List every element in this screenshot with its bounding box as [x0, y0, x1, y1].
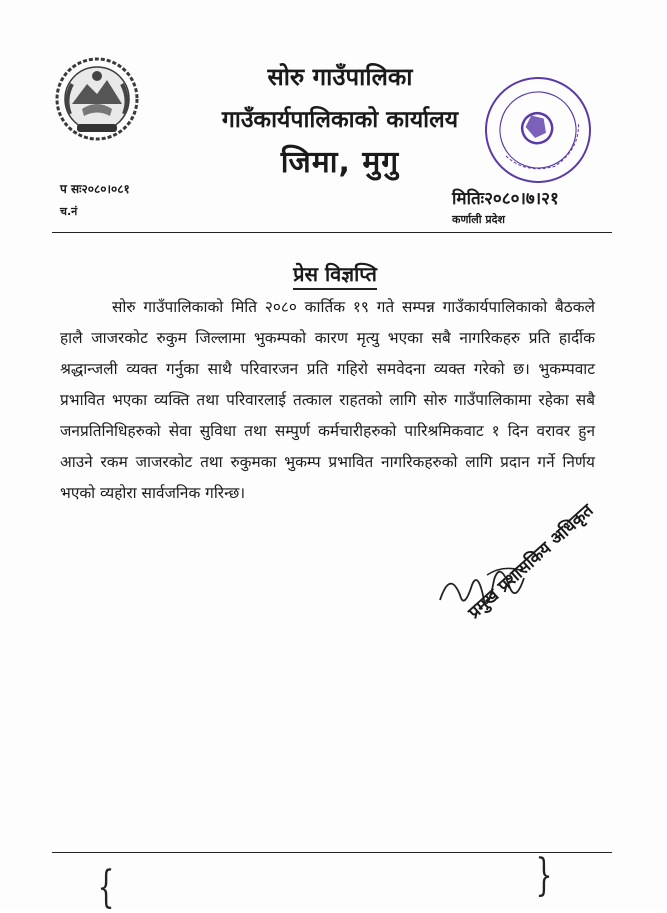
office-location: जिमा, मुगु	[280, 145, 400, 180]
nepal-emblem-icon	[52, 54, 142, 144]
office-seal-icon	[478, 70, 598, 190]
office-name: गाउँकार्यपालिकाको कार्यालय	[221, 107, 459, 133]
footer-divider	[52, 852, 612, 853]
letter-date: मितिः२०८०।७।२१	[452, 189, 559, 209]
reference-number: प सः२०८०।०८१	[60, 182, 130, 196]
notice-body: सोरु गाउँपालिकाको मिति २०८० कार्तिक १९ गते सम्पन्न गाउँकार्यपालिकाको बैठकले हालै जाजरकोट रुकुम जिल्लामा भुकम्पको कारण मृत्यु भएका सबै नागरिकहरु प्रति हार्दीक श्रद्धान्जली व्यक्त गर्नुका साथै परिवारजन प्रति गहिरो समवेदना व्यक्त गरेको छ। भुकम्पवाट प्रभावित भएका व्यक्ति तथा परिवारलाई तत्काल राहतको लागि सोरु गाउँपालिकामा रहेका सबै जनप्रतिनिधिहरुको सेवा सुविधा तथा सम्पुर्ण कर्मचारीहरुको पारिश्रमिकवाट १ दिन वरावर हुन आउने रकम जाजरकोट तथा रुकुमका भुकम्प प्रभावित नागरिकहरुको लागि प्रदान गर्ने निर्णय भएको व्यहोरा सार्वजनिक गरिन्छ।	[60, 298, 595, 502]
header-divider	[52, 232, 612, 233]
left-brace: {	[97, 862, 115, 913]
signatory-designation: प्रमुख प्रशासकिय अधिकृत	[464, 500, 598, 623]
municipality-name: सोरु गाउँपालिका	[267, 63, 413, 91]
dispatch-number: च.नं	[60, 205, 78, 218]
right-brace: }	[535, 850, 553, 901]
notice-title-text: प्रेस विज्ञप्ति	[293, 262, 377, 290]
province-name: कर्णाली प्रदेश	[452, 213, 505, 226]
notice-title	[200, 260, 470, 287]
